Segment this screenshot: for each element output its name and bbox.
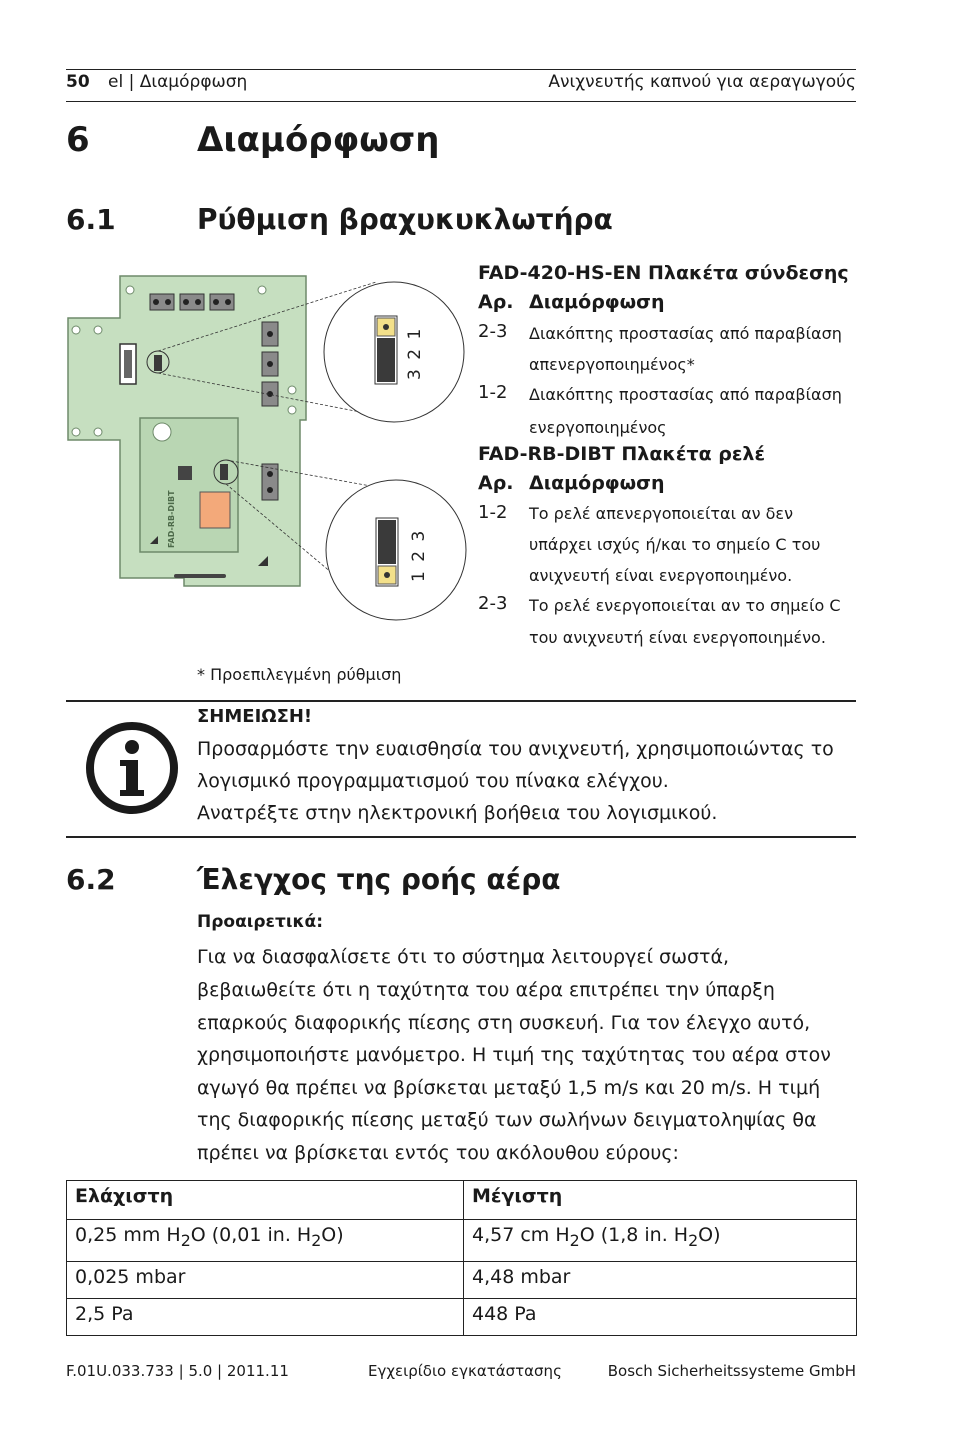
legend-row-desc: Διακόπτης προστασίας από παραβίαση (529, 385, 842, 404)
section-title: Ρύθμιση βραχυκυκλωτήρα (197, 203, 613, 236)
section-number: 6.2 (66, 863, 116, 896)
body-line: επαρκούς διαφορικής πίεσης στη συσκευή. Για τον έλεγχο αυτό, (197, 1012, 811, 1034)
table-cell: 448 Pa (464, 1299, 857, 1336)
legend-col-setting: Διαμόρφωση (529, 472, 665, 494)
note-top-rule (66, 700, 856, 702)
table-header-cell: Ελάχιστη (67, 1181, 464, 1220)
info-icon (84, 720, 180, 816)
body-line: αγωγό θα πρέπει να βρίσκεται μεταξύ 1,5 m/s και 20 m/s. Η τιμή (197, 1077, 821, 1099)
table-cell: 4,57 cm $H_2O$ (1,8 in. $H_2O$) (464, 1220, 857, 1262)
jumper-pin-labels-top: 3 2 1 (405, 326, 425, 380)
legend-row-desc: Διακόπτης προστασίας από παραβίαση (529, 324, 842, 343)
legend-row-desc: Το ρελέ ενεργοποιείται αν το σημείο C (529, 596, 841, 615)
note-text: Προσαρμόστε την ευαισθησία του ανιχνευτή, χρησιμοποιώντας το (197, 738, 834, 760)
table-cell: 0,025 mbar (67, 1262, 464, 1299)
table-header-row (67, 1181, 857, 1220)
legend-title-connection-board: FAD-420-HS-EN Πλακέτα σύνδεσης (478, 262, 849, 284)
body-line: Για να διασφαλίσετε ότι το σύστημα λειτουργεί σωστά, (197, 946, 730, 968)
footer-doc-id: F.01U.033.733 | 5.0 | 2011.11 (66, 1362, 289, 1380)
table-row (67, 1299, 857, 1336)
body-line: πρέπει να βρίσκεται εντός του ακόλουθου εύρους: (197, 1142, 679, 1164)
chapter-number: 6 (66, 120, 90, 160)
header-bottom-rule (66, 101, 856, 102)
top-terminals (150, 294, 234, 310)
legend-row-desc: ενεργοποιημένος (529, 418, 667, 437)
chapter-title: Διαμόρφωση (197, 120, 440, 160)
table-cell: 2,5 Pa (67, 1299, 464, 1336)
section-number: 6.1 (66, 203, 116, 236)
section-subtitle: Προαιρετικά: (197, 912, 324, 932)
legend-row-no: 2-3 (478, 593, 508, 614)
note-text: λογισμικό προγραμματισμού του πίνακα ελέγχου. (197, 770, 669, 792)
pressure-range-table (66, 1180, 857, 1336)
body-line: χρησιμοποιήστε μανόμετρο. Η τιμή της ταχύτητας του αέρα στον (197, 1044, 831, 1066)
section-title: Έλεγχος της ροής αέρα (197, 863, 561, 896)
footer-company: Bosch Sicherheitssysteme GmbH (607, 1362, 856, 1380)
jumper-pin-labels-bottom: 1 2 3 (409, 528, 429, 582)
note-text: Ανατρέξτε στην ηλεκτρονική βοήθεια του λογισμικού. (197, 802, 718, 824)
header-section-path: el | Διαμόρφωση (108, 72, 248, 92)
legend-row-desc: του ανιχνευτή είναι ενεργοποιημένο. (529, 628, 826, 647)
body-line: βεβαιωθείτε ότι η ταχύτητα του αέρα επιτρέπει την ύπαρξη (197, 979, 775, 1001)
legend-col-no: Αρ. (478, 472, 514, 494)
relay-board (140, 418, 238, 552)
table-row (67, 1262, 857, 1299)
body-line: της διαφορικής πίεσης μεταξύ των σωλήνων δειγματοληψίας θα (197, 1109, 817, 1131)
header-top-rule (66, 69, 856, 70)
legend-col-no: Αρ. (478, 291, 514, 313)
legend-col-setting: Διαμόρφωση (529, 291, 665, 313)
jumper-cap-top (377, 338, 395, 382)
legend-row-no: 2-3 (478, 321, 508, 342)
note-bottom-rule (66, 836, 856, 838)
legend-title-relay-board: FAD-RB-DIBT Πλακέτα ρελέ (478, 443, 766, 465)
table-row (67, 1220, 857, 1262)
footnote: * Προεπιλεγμένη ρύθμιση (197, 665, 402, 684)
table-cell: 4,48 mbar (464, 1262, 857, 1299)
legend-row-desc: ανιχνευτή είναι ενεργοποιημένο. (529, 566, 793, 585)
legend-row-no: 1-2 (478, 502, 508, 523)
legend-row-desc: Το ρελέ απενεργοποιείται αν δεν (529, 504, 794, 523)
jumper-diagram (66, 270, 476, 650)
legend-row-desc: υπάρχει ισχύς ή/και το σημείο C του (529, 535, 821, 554)
table-header-cell: Μέγιστη (464, 1181, 857, 1220)
header-doc-title: Ανιχνευτής καπνού για αεραγωγούς (548, 72, 856, 92)
relay-component (200, 492, 230, 528)
table-cell: 0,25 mm $H_2O$ (0,01 in. $H_2O$) (67, 1220, 464, 1262)
legend-row-desc: απενεργοποιημένος* (529, 355, 695, 374)
footer-doc-type: Εγχειρίδιο εγκατάστασης (368, 1362, 562, 1380)
page-number: 50 (66, 72, 90, 92)
note-title: ΣΗΜΕΙΩΣΗ! (197, 706, 313, 727)
relay-board-label: FAD-RB-DIBT (167, 490, 176, 548)
legend-row-no: 1-2 (478, 382, 508, 403)
jumper-cap-bottom (378, 520, 396, 564)
